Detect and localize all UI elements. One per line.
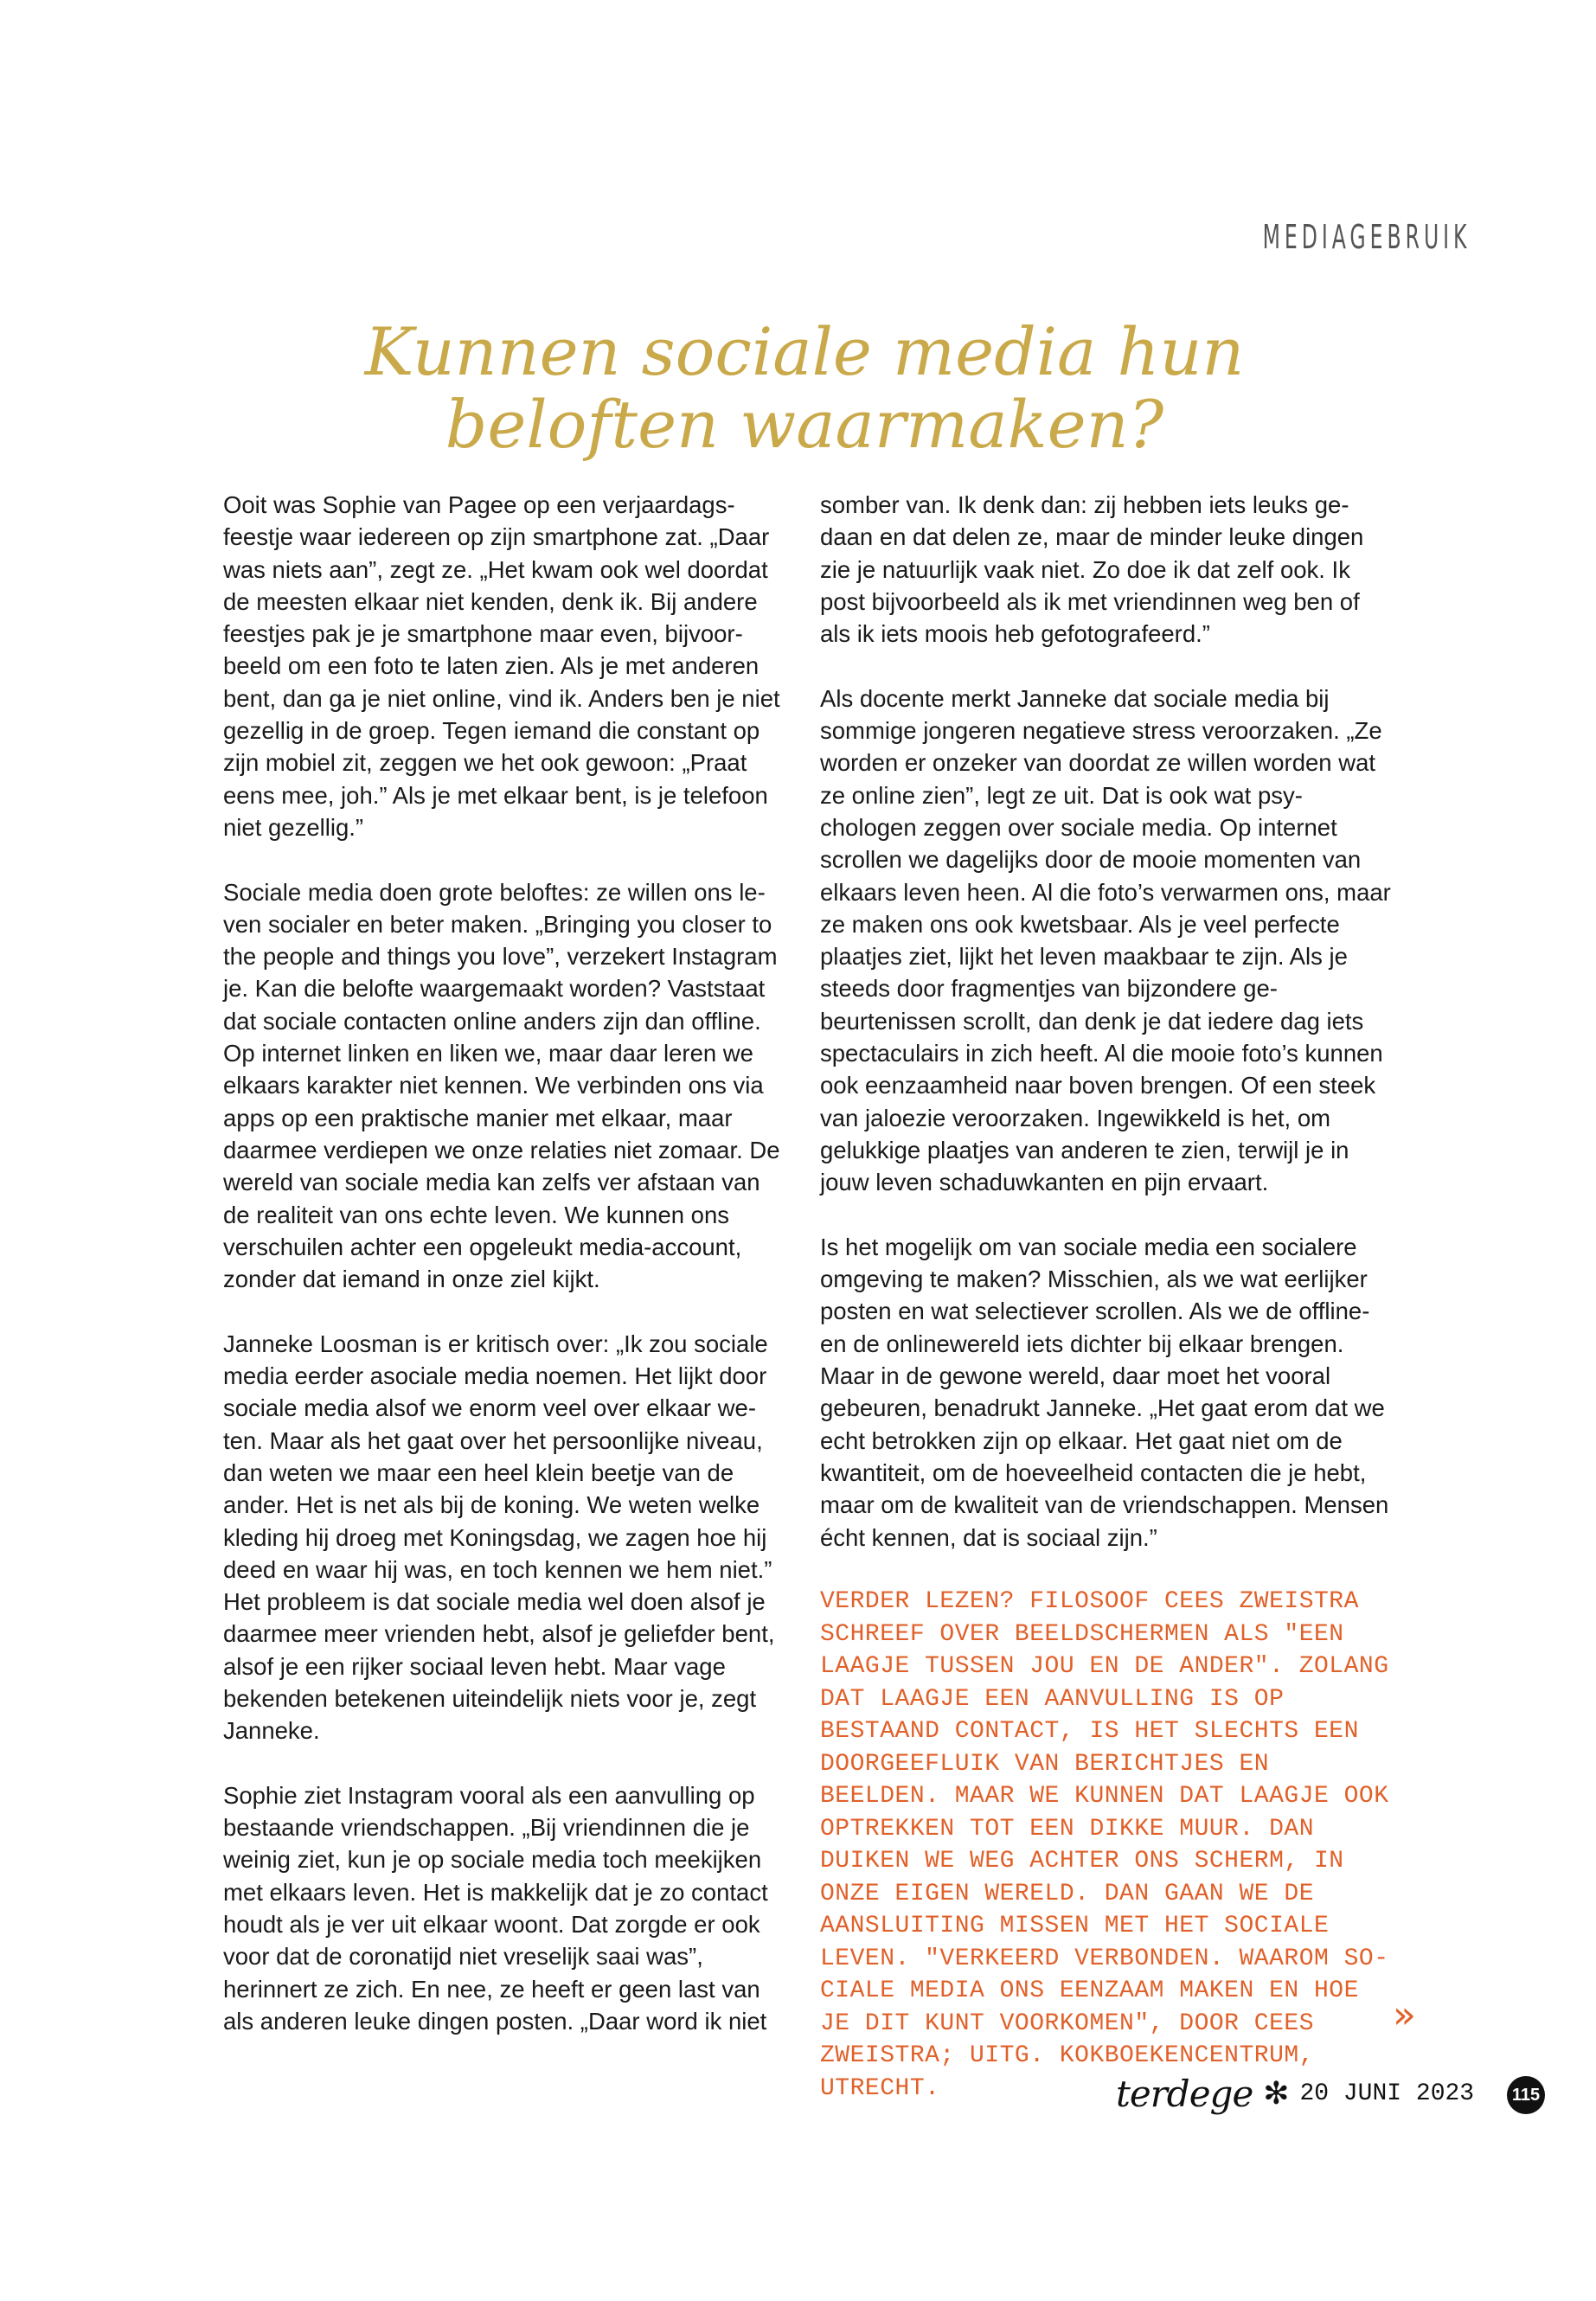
paragraph: Is het mogelijk om van sociale media een socialere omgeving te maken? Misschien, als we wat eerlijker posten en wat selectiever scrollen. Als we de offline- en de onlinewereld iets dichter bij elkaar brengen. Maar in de gewone wereld, daar moet het vooral gebeuren, benadrukt Janneke. „Het gaat erom dat we echt betrokken zijn op elkaar. Het gaat niet om de kwantiteit, om de hoeveelheid contacten die je hebt, maar om de kwaliteit van de vriendschappen. Mensen écht kennen, dat is sociaal zijn.” bbox=[820, 1233, 1389, 1551]
issue-date: 20 JUNI 2023 bbox=[1299, 2080, 1475, 2107]
column-right bbox=[820, 489, 1391, 2105]
page-footer bbox=[1116, 2067, 1474, 2119]
section-label: MEDIAGEBRUIK bbox=[1262, 218, 1471, 256]
paragraph: Als docente merkt Janneke dat sociale media bij sommige jongeren negatieve stress veroorzaken. „Ze worden er onzeker van doordat ze willen worden wat ze online zien”, legt ze uit. Dat is ook wat psychologen zeggen over sociale media. Op internet scrollen we dagelijks door de mooie momenten van elkaars leven heen. Al die foto’s verwarmen ons, maar ze maken ons ook kwetsbaar. Als je veel perfecte plaatjes ziet, lijkt het leven maakbaar te zijn. Als je steeds door fragmentjes van bijzondere gebeurtenissen scrollt, dan denk je dat iedere dag iets spectaculairs in zich heeft. Al die mooie foto’s kunnen ook eenzaamheid naar boven brengen. Of een steek van jaloezie veroorzaken. Ingewikkeld is het, om gelukkige plaatjes van anderen te zien, terwijl je in jouw leven schaduwkanten en pijn ervaart. bbox=[820, 684, 1391, 1196]
paragraph: Sociale media doen grote beloftes: ze willen ons leven socialer en beter maken. „Bringing you closer to the people and things you love”, verzekert Instagram je. Kan die belofte waargemaakt worden? Vaststaat dat sociale contacten online anders zijn dan offline. Op internet linken en liken we, maar daar leren we elkaars karakter niet kennen. We verbinden ons via apps op een praktische manier met elkaar, maar daarmee verdiepen we onze relaties niet zomaar. De wereld van sociale media kan zelfs ver afstaan van de realiteit van ons echte leven. We kunnen ons verschuilen achter een opgeleukt media-account, zonder dat iemand in onze ziel kijkt. bbox=[223, 878, 780, 1293]
asterisk-icon: ✻ bbox=[1263, 2075, 1290, 2112]
continue-arrow-icon: » bbox=[1393, 1993, 1416, 2037]
article-title: Kunnen sociale media hun beloften waarmaken? bbox=[364, 313, 1245, 463]
column-left bbox=[223, 489, 785, 2070]
magazine-logo: terdege bbox=[1116, 2072, 1253, 2115]
page-number: 115 bbox=[1507, 2076, 1545, 2114]
paragraph: Sophie ziet Instagram vooral als een aanvulling op bestaande vriendschappen. „Bij vriendinnen die je weinig ziet, kun je op sociale media toch meekijken met elkaars leven. Het is makkelijk dat je zo contact houdt als je ver uit elkaar woont. Dat zorgde er ook voor dat de coronatijd niet vreselijk saai was”, herinnert ze zich. En nee, ze heeft er geen last van als anderen leuke dingen posten. „Daar word ik niet bbox=[223, 1781, 768, 2035]
paragraph: Janneke Loosman is er kritisch over: „Ik zou sociale media eerder asociale media noemen. Het lijkt door sociale media alsof we enorm veel over elkaar weten. Maar als het gaat over het persoonlijke niveau, dan weten we maar een heel klein beetje van de ander. Het is net als bij de koning. We weten welke kleding hij droeg met Koningsdag, we zagen hoe hij deed en waar hij was, en toch kennen we hem niet.” Het probleem is dat sociale media wel doen alsof je daarmee meer vrienden hebt, alsof je geliefder bent, alsof je een rijker sociaal leven hebt. Maar vage bekenden betekenen uiteindelijk niets voor je, zegt Janneke. bbox=[223, 1330, 775, 1745]
paragraph: Ooit was Sophie van Pagee op een verjaardagsfeestje waar iedereen op zijn smartphone zat. „Daar was niets aan”, zegt ze. „Het kwam ook wel doordat de meesten elkaar niet kenden, denk ik. Bij andere feestjes pak je je smartphone maar even, bijvoorbeeld om een foto te laten zien. Als je met anderen bent, dan ga je niet online, vind ik. Anders ben je niet gezellig in de groep. Tegen iemand die constant op zijn mobiel zit, zeggen we het ook gewoon: „Praat eens mee, joh.” Als je met elkaar bent, is je telefoon niet gezellig.” bbox=[223, 491, 780, 841]
reading-tip-box: VERDER LEZEN? FILOSOOF CEES ZWEISTRA SCHREEF OVER BEELDSCHERMEN ALS "EEN LAAGJE TUSSEN JOU EN DE ANDER". ZOLANG DAT LAAGJE EEN AANVULLING IS OP BESTAAND CONTACT, IS HET SLECHTS EEN DOORGEEFLUIK VAN BERICHTJES EN BEELDEN. MAAR WE KUNNEN DAT LAAGJE OOK OPTREKKEN TOT EEN DIKKE MUUR. DAN DUIKEN WE WEG ACHTER ONS SCHERM, IN ONZE EIGEN WERELD. DAN GAAN WE DE AANSLUITING MISSEN MET HET SOCIALE LEVEN. "VERKEERD VERBONDEN. WAAROM SOCIALE MEDIA ONS EENZAAM MAKEN EN HOE JE DIT KUNT VOORKOMEN", DOOR CEES ZWEISTRA; UITG. KOKBOEKENCENTRUM, UTRECHT. bbox=[820, 1588, 1389, 2102]
paragraph: somber van. Ik denk dan: zij hebben iets leuks gedaan en dat delen ze, maar de minder leuke dingen zie je natuurlijk vaak niet. Zo doe ik dat zelf ook. Ik post bijvoorbeeld als ik met vriendinnen weg ben of als ik iets moois heb gefotografeerd.” bbox=[820, 491, 1364, 648]
